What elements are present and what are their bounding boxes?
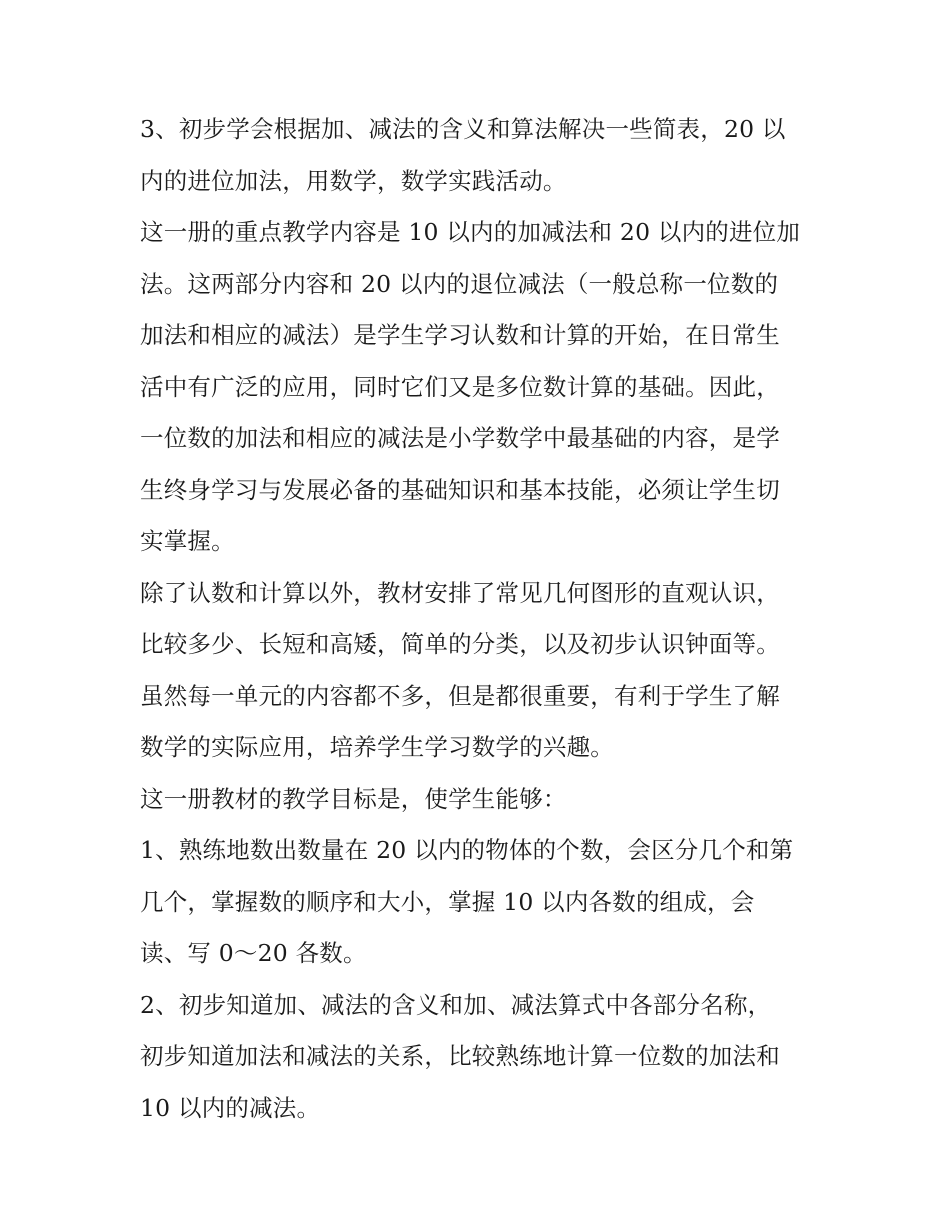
text-line: 2、初步知道加、减法的含义和加、减法算式中各部分名称， [140, 990, 772, 1019]
text-line: 数学的实际应用，培养学生学习数学的兴趣。 [140, 733, 614, 761]
text-line: 1、熟练地数出数量在 20 以内的物体的个数，会区分几个和第 [140, 836, 794, 864]
text-line: 初步知道加法和减法的关系，比较熟练地计算一位数的加法和 [140, 1042, 780, 1070]
text-line: 读、写 0～20 各数。 [140, 939, 367, 967]
text-line: 内的进位加法，用数学，数学实践活动。 [140, 166, 567, 195]
paragraph-goal-1 [140, 825, 820, 980]
text-line: 加法和相应的减法）是学生学习认数和计算的开始，在日常生 [140, 321, 780, 349]
paragraph-key-content [140, 207, 820, 568]
paragraph-goal-2 [140, 980, 820, 1135]
text-line: 一位数的加法和相应的减法是小学数学中最基础的内容，是学 [140, 424, 780, 452]
text-line: 法。这两部分内容和 20 以内的退位减法（一般总称一位数的 [140, 269, 779, 298]
text-line: 比较多少、长短和高矮，简单的分类，以及初步认识钟面等。 [140, 630, 780, 658]
document-page [140, 104, 820, 1134]
paragraph-goal-3 [140, 104, 820, 207]
text-line: 虽然每一单元的内容都不多，但是都很重要，有利于学生了解 [140, 681, 780, 710]
text-line: 这一册的重点教学内容是 10 以内的加减法和 20 以内的进位加 [140, 218, 801, 246]
text-line: 活中有广泛的应用，同时它们又是多位数计算的基础。因此， [140, 372, 780, 401]
paragraph-other-content [140, 568, 820, 774]
text-line: 10 以内的减法。 [140, 1093, 321, 1122]
text-line: 这一册教材的教学目标是，使学生能够： [140, 784, 567, 813]
text-line: 生终身学习与发展必备的基础知识和基本技能，必须让学生切 [140, 475, 780, 504]
text-line: 实掌握。 [140, 527, 235, 555]
paragraph-goals-intro [140, 774, 820, 826]
text-line: 除了认数和计算以外，教材安排了常见几何图形的直观认识， [140, 578, 780, 607]
text-line: 3、初步学会根据加、减法的含义和算法解决一些简表，20 以 [140, 115, 786, 143]
text-line: 几个，掌握数的顺序和大小，掌握 10 以内各数的组成，会 [140, 887, 755, 916]
